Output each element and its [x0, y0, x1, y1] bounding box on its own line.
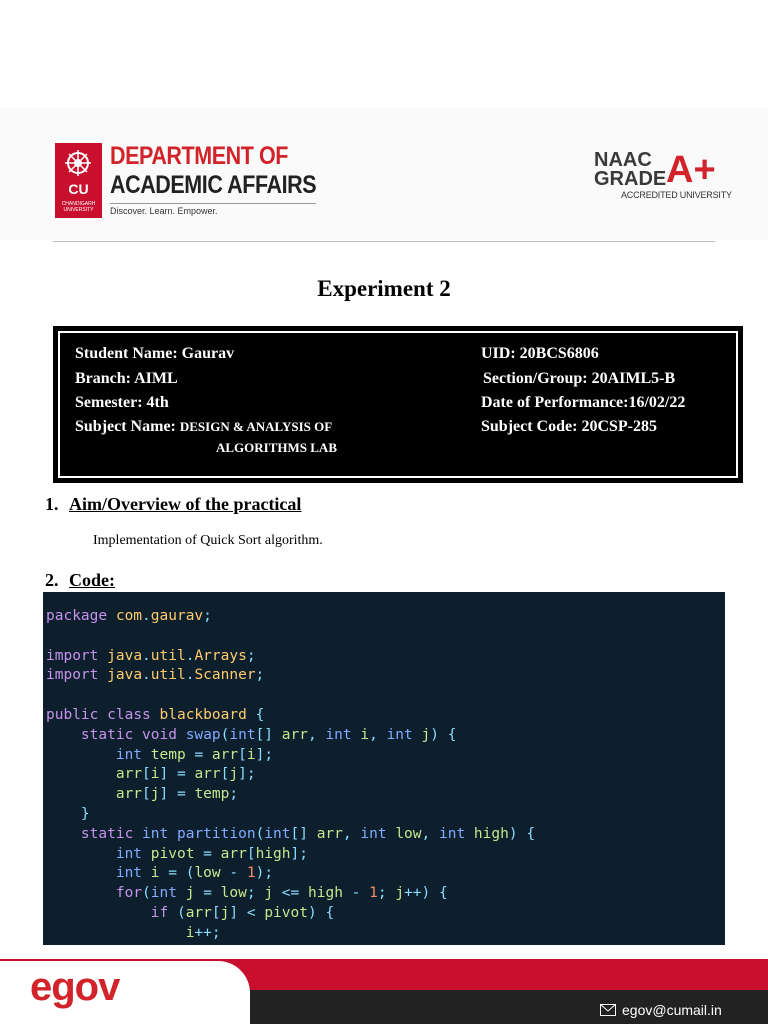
section-code-number: 2.	[45, 570, 59, 590]
department-line-1: DEPARTMENT OF	[110, 142, 288, 170]
subject-code: Subject Code: 20CSP-285	[481, 418, 657, 435]
branch: Branch: AIML	[75, 370, 178, 387]
subject-line-1: DESIGN & ANALYSIS OF	[179, 419, 333, 434]
experiment-title: Experiment 2	[317, 276, 451, 301]
code-line: }	[80, 805, 90, 822]
cu-logo	[55, 143, 102, 218]
tagline: Discover. Learn. Empower.	[110, 206, 218, 216]
logo-short: CU	[68, 181, 89, 197]
naac-line-1: NAAC	[594, 149, 652, 171]
accredited-label: ACCREDITED UNIVERSITY	[621, 190, 732, 200]
code-line: import java.util.Scanner;	[46, 667, 265, 684]
tagline-divider	[110, 203, 316, 204]
section-aim-number: 1.	[45, 494, 59, 514]
student-name: Student Name: Gaurav	[75, 345, 235, 362]
footer-email: egov@cumail.in	[622, 1002, 722, 1018]
section-code-title: Code:	[69, 570, 115, 590]
department-title	[110, 142, 316, 200]
subject-label: Subject Name:	[75, 418, 180, 435]
code-line: package com.gaurav;	[46, 608, 212, 624]
naac-badge	[594, 149, 716, 191]
logo-university: CHANDIGARH UNIVERSITY	[61, 201, 96, 213]
code-line: static void swap(int[] arr, int i, int j) {	[80, 726, 457, 743]
uid: UID: 20BCS6806	[481, 345, 599, 362]
header-divider	[53, 241, 715, 242]
code-line: for(int j = low; j <= high - 1; j++) {	[115, 885, 448, 902]
code-line: arr[i] = arr[j];	[115, 766, 256, 783]
code-line: i++;	[185, 924, 221, 941]
section-aim-heading	[45, 494, 301, 515]
code-line: if (arr[j] < pivot) {	[150, 904, 335, 921]
subject-line-2: ALGORITHMS LAB	[216, 440, 337, 455]
naac-grade: A+	[666, 149, 716, 191]
naac-line-2: GRADE	[594, 168, 667, 190]
date-of-performance: Date of Performance:16/02/22	[481, 394, 686, 411]
code-line: import java.util.Arrays;	[46, 647, 256, 664]
code-line: int pivot = arr[high];	[115, 845, 308, 862]
code-line: public class blackboard {	[46, 706, 265, 723]
section-group: Section/Group: 20AIML5-B	[483, 370, 676, 387]
egov-logo: egov	[30, 965, 120, 1009]
mail-icon	[600, 1004, 616, 1016]
department-line-2: ACADEMIC AFFAIRS	[110, 171, 317, 199]
code-line: arr[j] = temp;	[115, 786, 239, 803]
section-aim-title: Aim/Overview of the practical	[69, 494, 302, 514]
cu-emblem-icon	[64, 149, 92, 177]
subject-name	[75, 418, 332, 436]
code-line: int temp = arr[i];	[115, 746, 274, 763]
aim-text: Implementation of Quick Sort algorithm.	[93, 533, 323, 548]
code-listing	[46, 607, 535, 944]
code-line: int i = (low - 1);	[115, 865, 274, 882]
section-code-heading	[45, 570, 115, 591]
code-line: static int partition(int[] arr, int low, int high) {	[80, 825, 536, 842]
semester: Semester: 4th	[75, 394, 169, 411]
